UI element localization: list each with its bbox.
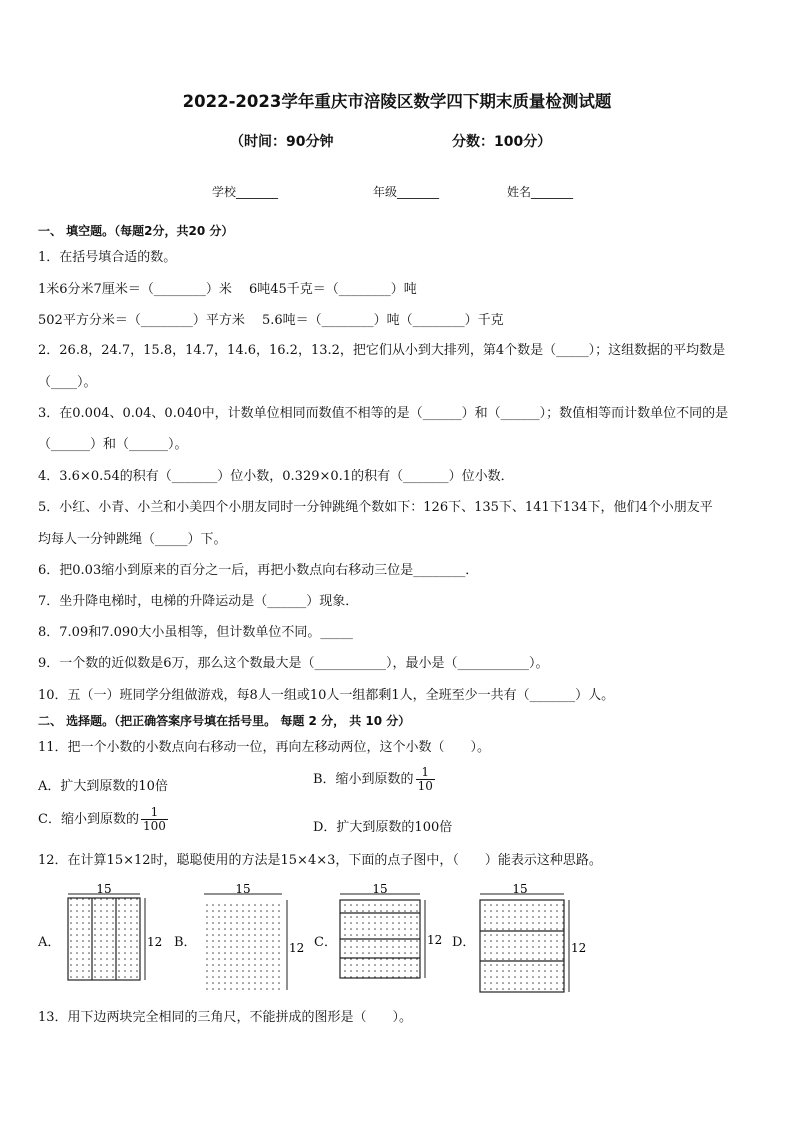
q11-option-b-fraction bbox=[416, 766, 435, 793]
question-7: 7．坐升降电梯时，电梯的升降运动是（______）现象． bbox=[38, 594, 359, 609]
section-heading-choice: 二、 选择题。（把正确答案序号填在括号里。 每题 2 分， 共 10 分） bbox=[38, 714, 411, 728]
q12-option-d-letter: D． bbox=[452, 935, 476, 950]
q12-option-a-dot-grid bbox=[62, 884, 162, 994]
question-5: 5．小红、小青、小兰和小美四个小朋友同时一分钟跳绳个数如下：126下、135下、141下134下，他们4个小朋友平 bbox=[38, 500, 713, 515]
page-title: 2022-2023学年重庆市涪陵区数学四下期末质量检测试题 bbox=[182, 92, 612, 111]
fraction-denominator: 100 bbox=[142, 819, 166, 833]
exam-time: （时间：90分钟 bbox=[230, 134, 334, 150]
question-2: 2．26.8，24.7，15.8，14.7，14.6，16.2，13.2，把它们从小到大排列，第4个数是（_____）；这组数据的平均数是 bbox=[38, 343, 726, 358]
question-10: 10．五（一）班同学分组做游戏，每8人一组或10人一组都剩1人，全班至少一共有（_______）人。 bbox=[38, 688, 615, 703]
question-12: 12．在计算15×12时，聪聪使用的方法是15×4×3，下面的点子图中，（ ）能表示这种思路。 bbox=[38, 853, 602, 868]
q11-option-a: A．扩大到原数的10倍 bbox=[38, 779, 168, 794]
question-8: 8．7.09和7.090大小虽相等，但计数单位不同。_____ bbox=[38, 625, 353, 640]
dot-rectangle bbox=[480, 900, 564, 992]
q12-option-a-letter: A． bbox=[38, 935, 61, 950]
question-9: 9．一个数的近似数是6万，那么这个数最大是（___________），最小是（___________）。 bbox=[38, 656, 549, 671]
question-1-part-a: 1米6分米7厘米＝（________）米 6吨45千克＝（________）吨 bbox=[38, 282, 417, 297]
q12-option-d-dot-grid bbox=[476, 884, 588, 998]
q12-option-c-letter: C． bbox=[314, 935, 337, 950]
height-label: 12 bbox=[571, 941, 587, 955]
question-6: 6．把0.03缩小到原来的百分之一后，再把小数点向右移动三位是________． bbox=[38, 563, 479, 578]
question-1-part-b: 502平方分米＝（________）平方米 5.6吨＝（________）吨（________）千克 bbox=[38, 313, 504, 328]
fraction-denominator: 10 bbox=[417, 779, 433, 793]
height-label: 12 bbox=[147, 935, 162, 949]
width-label: 15 bbox=[372, 884, 388, 896]
question-3-cont: （______）和（______）。 bbox=[38, 437, 188, 452]
width-label: 15 bbox=[512, 884, 528, 896]
grade-field: 年级_______ bbox=[373, 185, 440, 199]
q11-option-b-text: B．缩小到原数的 bbox=[313, 772, 414, 787]
width-label: 15 bbox=[96, 884, 112, 896]
fraction-numerator: 1 bbox=[416, 766, 435, 780]
q11-option-c-fraction bbox=[141, 806, 168, 833]
question-13: 13．用下边两块完全相同的三角尺，不能拼成的图形是（ ）。 bbox=[38, 1010, 413, 1025]
question-3: 3．在0.004、0.04、0.040中，计数单位相同而数值不相等的是（______）和（______）；数值相等而计数单位不同的是 bbox=[38, 406, 729, 421]
height-label: 12 bbox=[289, 941, 305, 955]
section-heading-fill: 一、 填空题。（每题2分，共20 分） bbox=[38, 224, 234, 238]
height-label: 12 bbox=[427, 933, 443, 947]
question-4: 4．3.6×0.54的积有（_______）位小数，0.329×0.1的积有（_______）位小数． bbox=[38, 469, 514, 484]
q12-option-b-letter: B． bbox=[174, 935, 197, 950]
dot-rectangle bbox=[68, 898, 140, 980]
q11-option-b bbox=[313, 766, 435, 793]
question-11: 11．把一个小数的小数点向右移动一位，再向左移动两位，这个小数（ ）。 bbox=[38, 740, 491, 755]
q11-option-c-text: C．缩小到原数的 bbox=[38, 812, 139, 827]
q12-option-c-dot-grid bbox=[336, 884, 446, 984]
dot-rectangle bbox=[204, 900, 282, 990]
school-field: 学校_______ bbox=[212, 185, 279, 199]
question-5-cont: 均每人一分钟跳绳（_____）下。 bbox=[38, 532, 227, 547]
q11-option-d: D．扩大到原数的100倍 bbox=[313, 820, 453, 835]
question-1: 1．在括号填合适的数。 bbox=[38, 250, 177, 265]
q11-option-c bbox=[38, 806, 168, 833]
width-label: 15 bbox=[235, 884, 251, 896]
q12-option-b-dot-grid bbox=[198, 884, 308, 996]
name-field: 姓名_______ bbox=[507, 185, 574, 199]
question-2-cont: （____）。 bbox=[38, 375, 97, 390]
fraction-numerator: 1 bbox=[141, 806, 168, 820]
exam-score: 分数：100分） bbox=[452, 134, 552, 150]
